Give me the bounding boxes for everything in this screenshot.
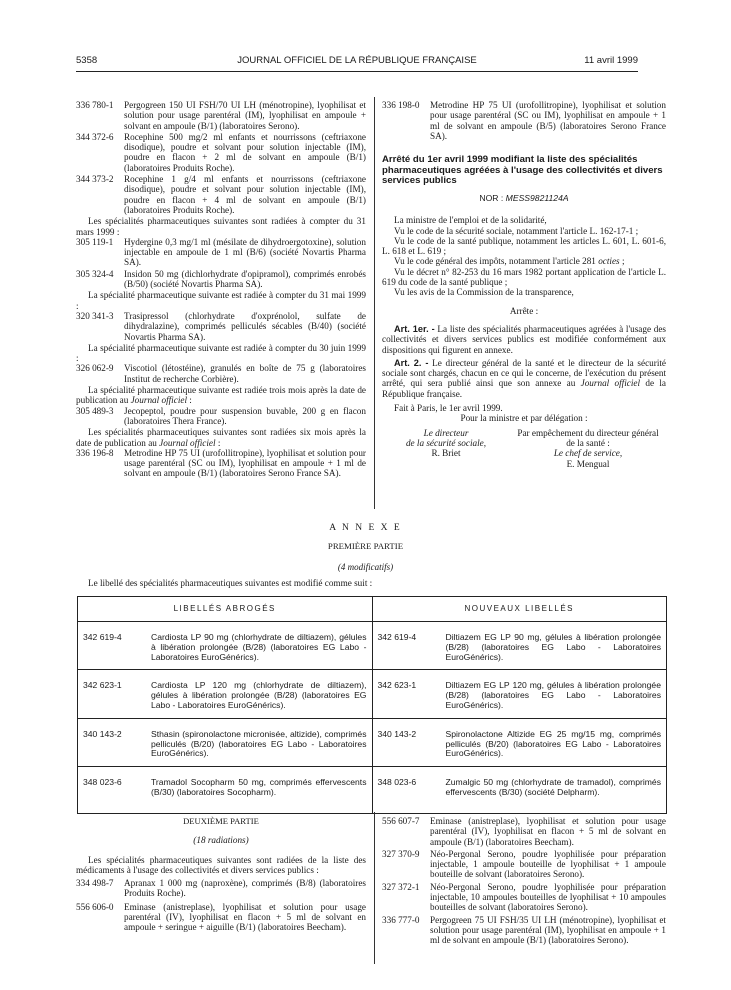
- part2-left-column: [76, 816, 366, 934]
- signature-right: Par empêchement du directeur général de la santé : Le chef de service, E. Mengual: [517, 427, 659, 469]
- preamble-line: Vu le code de la santé publique, notamment les articles L. 601, L. 601-6, L. 618 et L. 619 ;: [382, 235, 666, 257]
- list-item: 336 780-1 Pergogreen 150 UI FSH/70 UI LH (ménotropine), lyophilisat et solution pour usage parentéral (IM), lyophilisat en ampoule + solvant en ampoule (B/1) (laboratoires Serono).: [76, 100, 366, 131]
- part2-subtitle: (18 radiations): [193, 835, 249, 846]
- list-item: 320 341-3 Trasipressol (chlorhydrate d'oxprénolol, sulfate de dihydralazine), comprimés pelliculés sécables (B/40) (société Novartis Pharma SA).: [76, 310, 366, 342]
- part1-title: PREMIÈRE PARTIE: [327, 541, 404, 551]
- part2-right-column: [382, 816, 666, 947]
- signature-date: Fait à Paris, le 1er avril 1999.: [394, 403, 503, 414]
- part2-title: DEUXIÈME PARTIE: [183, 816, 259, 826]
- list-item: 344 372-6 Rocephine 500 mg/2 ml enfants et nourrissons (ceftriaxone disodique), poudre et solvant pour solution injectable (IM), poudre en flacon + 2 ml de solvant en ampoule (B/1) (laboratoires Produits Roche).: [76, 131, 366, 173]
- right-column: [382, 100, 666, 469]
- signature-left: Le directeur de la sécurité sociale, R. Briet: [405, 427, 487, 459]
- preamble-line: Vu le décret n° 82-253 du 16 mars 1982 portant application de l'article L. 619 du code de la santé publique ;: [382, 266, 666, 288]
- table-row: 348 023-6 Tramadol Socopharm 50 mg, comprimés effervescents (B/30) (laboratoires Socopharm). 348 023-6 Zumalgic 50 mg (chlorhydrate de tramadol), comprimés effervescents (B/30) (société Delpharm).: [78, 767, 667, 814]
- issue-date: 11 avril 1999: [584, 55, 638, 66]
- part1-intro: Le libellé des spécialités pharmaceutiques suivantes est modifié comme suit :: [88, 578, 373, 588]
- list-item: 326 062-9 Viscotiol (létostéine), granulés en boîte de 75 g (laboratoires Institut de recherche Corbière).: [76, 363, 366, 384]
- paragraph: La spécialité pharmaceutique suivante est radiée trois mois après la date de publication au Journal officiel :: [76, 385, 366, 406]
- delegation-line: Pour la ministre et par délégation :: [460, 413, 588, 424]
- list-item: 336 196-8 Metrodine HP 75 UI (urofollitropine), lyophilisat et solution pour usage parentéral (SC ou IM), lyophilisat en ampoule + 1 ml de solvant en ampoule (B/1) (laboratoires Serono France SA).: [76, 447, 366, 479]
- article-2: Art. 2. - Le directeur général de la santé et le directeur de la sécurité sociale sont chargés, chacun en ce qui le concerne, de l'exécution du présent arrêté, qui sera publié ainsi que son annexe au Journal officiel de la République française.: [382, 357, 667, 399]
- preamble-line: Vu le code de la sécurité sociale, notamment l'article L. 162-17-1 ;: [394, 225, 639, 236]
- preamble-line: Vu le code général des impôts, notamment l'article 281 octies ;: [394, 256, 625, 267]
- list-item: 336 777-0 Pergogreen 75 UI FSH/35 UI LH (ménotropine), lyophilisat et solution pour usage parentéral (IM), lyophilisat en ampoule + 1 ml de solvant en ampoule (B/1) (laboratoires Serono).: [382, 914, 666, 946]
- decree-title: Arrêté du 1er avril 1999 modifiant la liste des spécialités pharmaceutiques agréées à l'usage des collectivités et divers services publics: [382, 154, 663, 187]
- table-row: 342 623-1 Cardiosta LP 120 mg (chlorhydrate de diltiazem), gélules à libération prolongée (B/28) (laboratoires EG Labo - Laboratoires EuroGénérics). 342 623-1 Diltiazem EG LP 120 mg, gélules à libération prolongée (B/28) (laboratoires EG Labo - Laboratoires EuroGénérics).: [78, 670, 667, 718]
- page-header: [76, 55, 638, 69]
- paragraph: Les spécialités pharmaceutiques suivantes sont radiées six mois après la date de publication au Journal officiel :: [76, 427, 366, 448]
- nor-reference: NOR : MESS9821124A: [479, 192, 569, 203]
- part2-intro: Les spécialités pharmaceutiques suivantes sont radiées de la liste des médicaments à l'usage des collectivités et divers services publics :: [76, 854, 366, 875]
- list-item: 556 607-7 Eminase (anistreplase), lyophilisat et solution pour usage parentéral (IV), lyophilisat en flacon + 5 ml de solvant en ampoule (B/1) (laboratoires Beecham).: [382, 816, 666, 847]
- table-row: 340 143-2 Sthasin (spironolactone micronisée, altizide), comprimés pelliculés (B/20) (laboratoires EG Labo - Laboratoires EuroGénérics). 340 143-2 Spironolactone Altizide EG 25 mg/15 mg, comprimés pelliculés (B/20) (laboratoires EG Labo - Laboratoires EuroGénérics).: [78, 718, 667, 766]
- arrete-heading: Arrête :: [509, 305, 539, 316]
- page-number: 5358: [76, 55, 98, 66]
- journal-title: JOURNAL OFFICIEL DE LA RÉPUBLIQUE FRANÇAISE: [237, 55, 477, 66]
- signatures: [382, 428, 666, 469]
- paragraph: La spécialité pharmaceutique suivante est radiée à compter du 31 mai 1999 :: [76, 290, 366, 311]
- header-rule: [76, 71, 638, 72]
- paragraph: La spécialité pharmaceutique suivante est radiée à compter du 30 juin 1999 :: [76, 342, 366, 364]
- col-header-new: NOUVEAUX LIBELLÉS: [372, 597, 667, 622]
- list-item: 327 370-9 Néo-Pergonal Serono, poudre lyophilisée pour préparation injectable, 1 ampoule bouteille de lyophilisat + 1 ampoule bouteille de solvant (laboratoires Serono).: [382, 848, 666, 880]
- preamble-line: La ministre de l'emploi et de la solidarité,: [394, 215, 547, 226]
- column-divider: [374, 812, 375, 964]
- list-item: 305 324-4 Insidon 50 mg (dichlorhydrate d'opipramol), comprimés enrobés (B/50) (société Novartis Pharma SA).: [76, 268, 366, 290]
- list-item: 336 198-0 Metrodine HP 75 UI (urofollitropine), lyophilisat et solution pour usage parentéral (SC ou IM), lyophilisat en ampoule + 1 ml de solvant en ampoule (B/5) (laboratoires Serono France SA).: [382, 100, 666, 141]
- annexe-table: [77, 596, 667, 814]
- annexe-title: A N N E X E: [329, 523, 402, 533]
- column-divider: [374, 97, 375, 509]
- article-1: Art. 1er. - La liste des spécialités pharmaceutiques agréées à l'usage des collectivités et divers services publics est modifiée conformément aux dispositions qui figurent en annexe.: [382, 323, 666, 355]
- list-item: 344 373-2 Rocephine 1 g/4 ml enfants et nourrissons (ceftriaxone disodique), poudre et solvant pour solution injectable (IM), poudre en flacon + 4 ml de solvant en ampoule (B/1) (laboratoires Produits Roche).: [76, 174, 366, 215]
- table-row: 342 619-4 Cardiosta LP 90 mg (chlorhydrate de diltiazem), gélules à libération prolongée (B/28) (laboratoires EG Labo - Laboratoires EuroGénérics). 342 619-4 Diltiazem EG LP 90 mg, gélules à libération prolongée (B/28) (laboratoires EG Labo - Laboratoires EuroGénérics).: [78, 622, 667, 670]
- list-item: 305 119-1 Hydergine 0,3 mg/1 ml (mésilate de dihydroergotoxine), solution injectable en ampoule de 1 ml (B/6) (société Novartis Pharma SA).: [76, 236, 366, 268]
- list-item: 334 498-7 Apranax 1 000 mg (naproxène), comprimés (B/8) (laboratoires Produits Roche).: [76, 878, 366, 899]
- list-item: 305 489-3 Jecopeptol, poudre pour suspension buvable, 200 g en flacon (laboratoires Thera France).: [76, 405, 366, 426]
- part1-subtitle: (4 modificatifs): [337, 562, 394, 572]
- list-item: 327 372-1 Néo-Pergonal Serono, poudre lyophilisée pour préparation injectable, 10 ampoules bouteilles de lyophilisat + 10 ampoules bouteilles de solvant (laboratoires Serono).: [382, 881, 666, 913]
- left-column: [76, 100, 366, 480]
- list-item: 556 606-0 Eminase (anistreplase), lyophilisat et solution pour usage parentéral (IV), lyophilisat en flacon + 5 ml de solvant en ampoule + seringue + aiguille (B/1) (laboratoires Beecham).: [76, 901, 366, 933]
- paragraph: Les spécialités pharmaceutiques suivantes sont radiées à compter du 31 mars 1999 :: [76, 216, 366, 237]
- col-header-old: LIBELLÉS ABROGÉS: [78, 597, 373, 622]
- preamble-line: Vu les avis de la Commission de la transparence,: [394, 287, 574, 298]
